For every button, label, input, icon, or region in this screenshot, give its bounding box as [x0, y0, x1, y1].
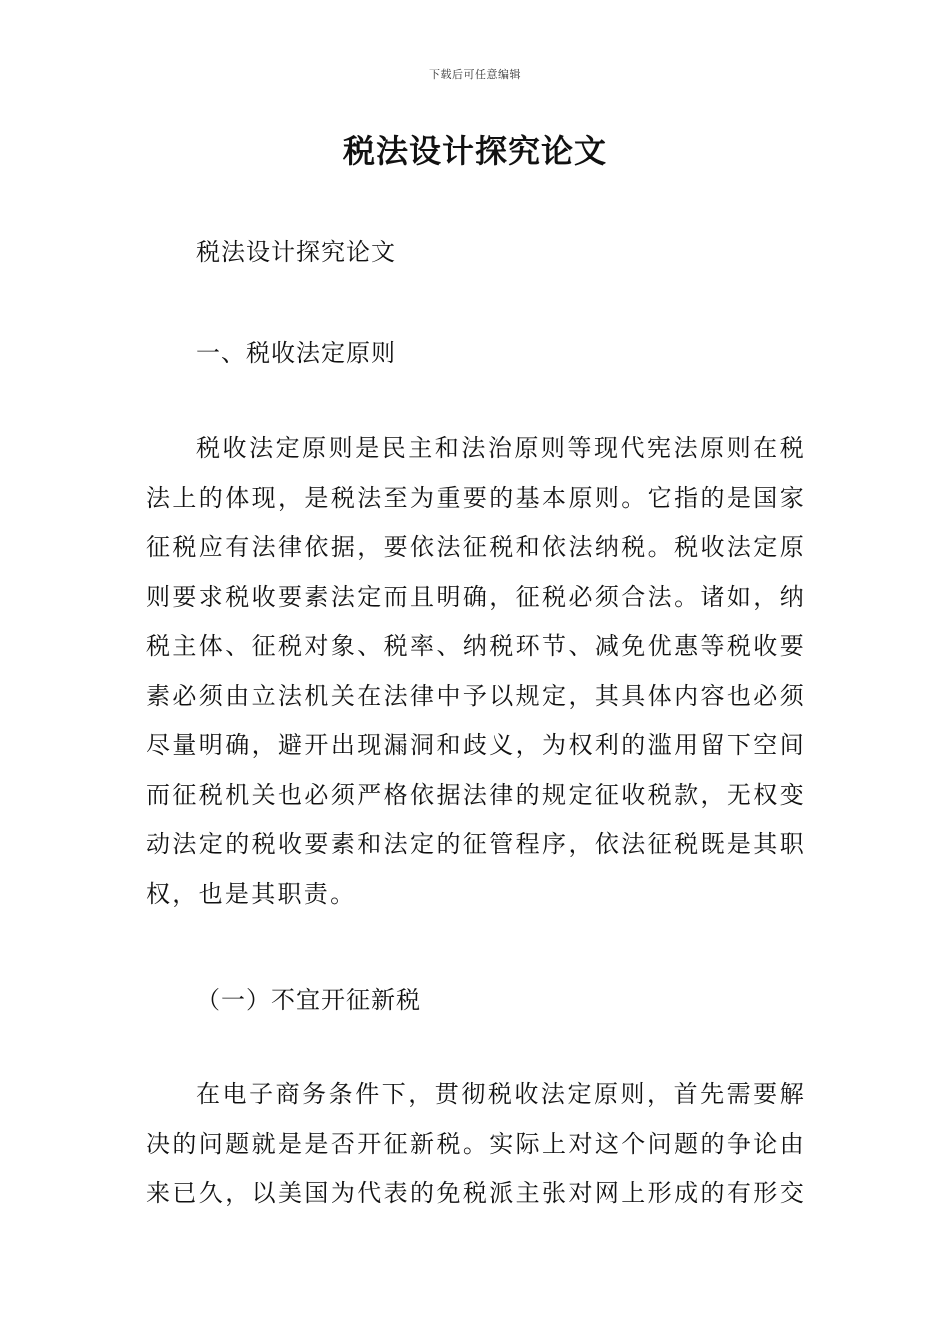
paragraph-1: [146, 424, 806, 919]
paragraph-line: 权，也是其职责。: [146, 879, 357, 908]
paragraph-line: 尽量明确，避开出现漏洞和歧义，为权利的滥用留下空间: [146, 731, 806, 759]
paragraph-line: 法上的体现，是税法至为重要的基本原则。它指的是国家: [146, 483, 806, 512]
paragraph-line: 税收法定原则是民主和法治原则等现代宪法原则在税: [196, 434, 806, 462]
document-subtitle: 税法设计探究论文: [196, 238, 396, 266]
paragraph-line: 素必须由立法机关在法律中予以规定，其具体内容也必须: [146, 681, 806, 710]
header-note: 下载后可任意编辑: [429, 68, 521, 81]
paragraph-line: 则要求税收要素法定而且明确，征税必须合法。诸如，纳: [146, 582, 806, 611]
paragraph-line: 来已久，以美国为代表的免税派主张对网上形成的有形交: [146, 1179, 806, 1207]
paragraph-line: 决的问题就是是否开征新税。实际上对这个问题的争论由: [146, 1129, 806, 1158]
page-title: 税法设计探究论文: [342, 132, 607, 170]
paragraph-line: 在电子商务条件下，贯彻税收法定原则，首先需要解: [196, 1080, 806, 1108]
paragraph-line: 税主体、征税对象、税率、纳税环节、减免优惠等税收要: [146, 632, 806, 660]
section-heading: 一、税收法定原则: [196, 339, 396, 367]
paragraph-line: 而征税机关也必须严格依据法律的规定征收税款，无权变: [146, 780, 806, 809]
paragraph-line: 动法定的税收要素和法定的征管程序，依法征税既是其职: [146, 830, 806, 858]
paragraph-2: [146, 1070, 806, 1219]
subsection-heading: （一）不宜开征新税: [196, 986, 421, 1014]
paragraph-line: 征税应有法律依据，要依法征税和依法纳税。税收法定原: [146, 533, 806, 561]
